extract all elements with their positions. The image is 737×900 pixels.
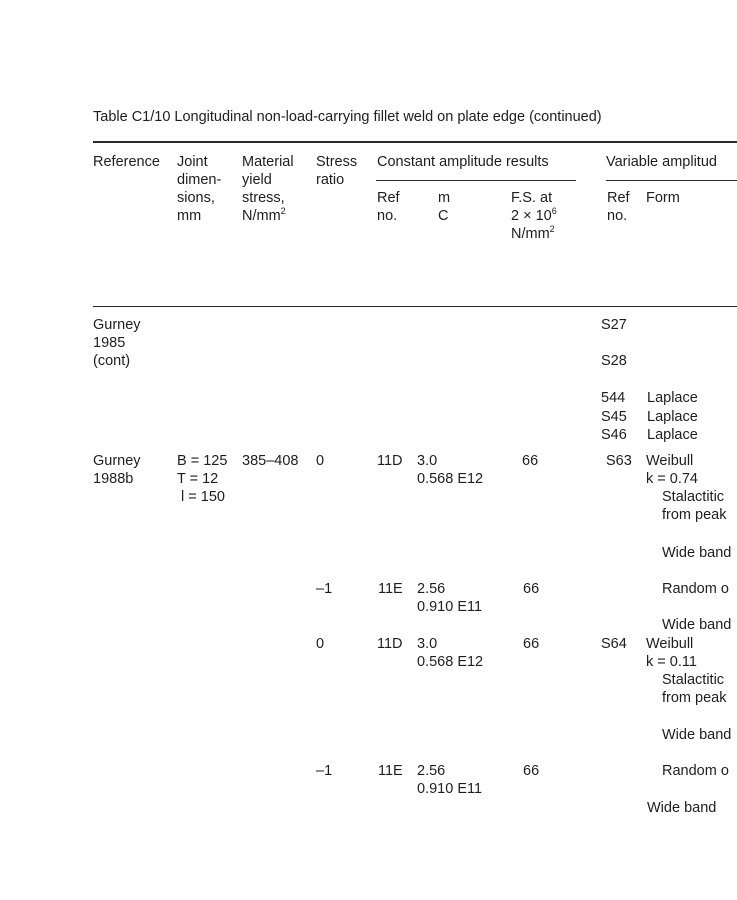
row1-stress-ratio: 0 <box>316 453 325 469</box>
va-ref-s45: S45 <box>601 409 627 425</box>
va-form-s45: Laplace <box>647 409 698 425</box>
header-ca-fs <box>511 189 557 225</box>
row2-stress-ratio: –1 <box>316 581 333 597</box>
row2-random: Random o <box>662 581 729 597</box>
joint-dimensions: B = 125 T = 12 l = 150 <box>177 453 228 505</box>
header-ca-m-c: m C <box>438 190 451 224</box>
row1-stalactitic: Stalactitic from peak <box>662 489 727 523</box>
va-ref-s28: S28 <box>601 353 627 369</box>
header-constant-amplitude: Constant amplitude results <box>377 154 549 170</box>
header-variable-amplitude: Variable amplitud <box>606 154 717 170</box>
variable-amplitude-rule <box>606 180 737 181</box>
row3-ca-ref: 11D <box>377 636 403 652</box>
row2-m-c: 2.56 0.910 E11 <box>417 581 483 615</box>
header-material-yield-stress <box>242 153 294 225</box>
header-va-ref-no: Ref no. <box>607 190 630 224</box>
row2-fs: 66 <box>523 581 540 597</box>
row4-random: Random o <box>662 763 729 779</box>
header-reference: Reference <box>93 154 160 170</box>
va-form-s44: Laplace <box>647 390 698 406</box>
table-caption: Table C1/10 Longitudinal non-load-carrying fillet weld on plate edge (continued) <box>93 109 602 125</box>
row3-form: Weibull k = 0.11 <box>646 636 697 670</box>
row3-fs: 66 <box>523 636 540 652</box>
row1-wide-band: Wide band <box>662 545 732 561</box>
row3-wide-band: Wide band <box>662 727 732 743</box>
header-material-text: Material yield stress, N/mm <box>242 154 294 224</box>
header-ca-fs-unit-text: N/mm <box>511 226 550 242</box>
header-joint-dimensions: Joint dimen- sions, mm <box>177 154 222 224</box>
row4-wide-band: Wide band <box>647 800 717 816</box>
va-ref-s46: S46 <box>601 427 627 443</box>
row1-fs: 66 <box>522 453 539 469</box>
row3-stalactitic: Stalactitic from peak <box>662 672 727 706</box>
row4-ca-ref: 11E <box>378 763 403 779</box>
row2-ca-ref: 11E <box>378 581 403 597</box>
header-ca-fs-unit-sup: 2 <box>549 224 555 235</box>
header-ca-fs-sup: 6 <box>551 206 557 217</box>
row4-stress-ratio: –1 <box>316 763 333 779</box>
reference-gurney-1988b: Gurney 1988b <box>93 453 141 487</box>
row1-m-c: 3.0 0.568 E12 <box>417 453 484 487</box>
constant-amplitude-rule <box>376 180 576 181</box>
top-rule <box>93 141 737 143</box>
row3-stress-ratio: 0 <box>316 636 325 652</box>
row3-m-c: 3.0 0.568 E12 <box>417 636 484 670</box>
va-ref-s44: 544 <box>601 390 626 406</box>
row1-va-ref: S63 <box>606 453 632 469</box>
row2-wide-band: Wide band <box>662 617 732 633</box>
row3-va-ref: S64 <box>601 636 627 652</box>
row1-ca-ref: 11D <box>377 453 403 469</box>
header-material-sup: 2 <box>280 206 286 217</box>
row4-fs: 66 <box>523 763 540 779</box>
reference-gurney-1985: Gurney 1985 (cont) <box>93 317 141 369</box>
header-bottom-rule <box>93 306 737 307</box>
header-ca-fs-text: F.S. at 2 × 10 <box>511 190 553 224</box>
material-yield-stress: 385–408 <box>242 453 299 469</box>
row1-form: Weibull k = 0.74 <box>646 453 698 487</box>
header-ca-ref-no: Ref no. <box>377 190 400 224</box>
header-ca-fs-unit <box>511 225 555 243</box>
va-ref-s27: S27 <box>601 317 627 333</box>
header-va-form: Form <box>646 190 680 206</box>
va-form-s46: Laplace <box>647 427 698 443</box>
header-stress-ratio: Stress ratio <box>316 154 358 188</box>
row4-m-c: 2.56 0.910 E11 <box>417 763 483 797</box>
